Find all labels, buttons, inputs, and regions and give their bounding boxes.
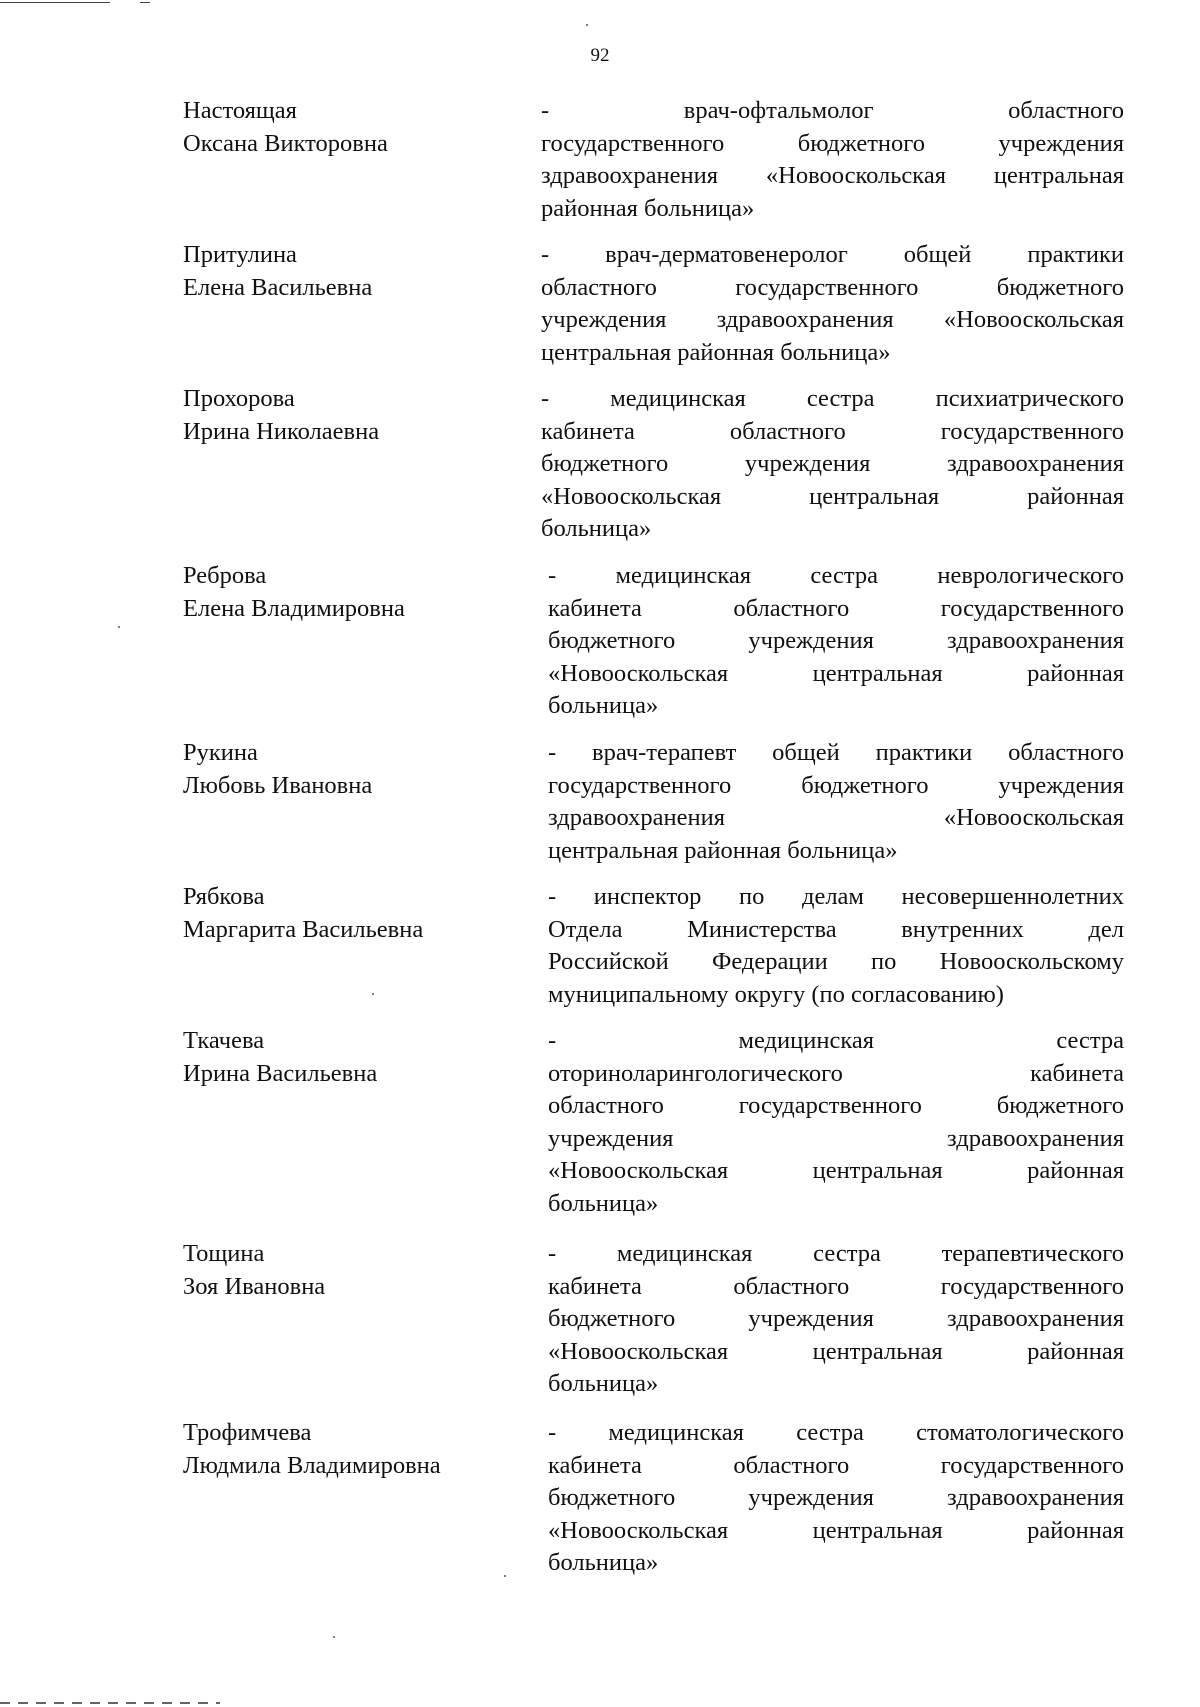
role-line: Российской Федерации по Новооскольскому: [548, 948, 1124, 975]
role-line: - врач-терапевт общей практики областного: [548, 739, 1124, 766]
role-line: - врач-офтальмолог областного: [541, 97, 1124, 124]
role-line: здравоохранения «Новооскольская центральная: [541, 162, 1124, 189]
member-surname: Трофимчева: [183, 1419, 312, 1446]
member-role: [548, 560, 1124, 723]
member-role: [548, 737, 1124, 867]
role-line: муниципальному округу (по согласованию): [548, 980, 1004, 1008]
member-given-names: Любовь Ивановна: [183, 771, 373, 799]
role-line: учреждения здравоохранения «Новооскольская: [541, 306, 1124, 333]
role-line: Отдела Министерства внутренних дел: [548, 915, 1124, 943]
member-name: [183, 1417, 513, 1482]
scan-edge-mark: [0, 2, 110, 3]
role-line: больница»: [548, 1549, 659, 1576]
role-line: - врач-дерматовенеролог общей практики: [541, 241, 1124, 268]
role-line: государственного бюджетного учреждения: [541, 129, 1124, 157]
role-line: областного государственного бюджетного: [548, 1092, 1124, 1119]
member-name: [183, 383, 513, 448]
role-line: оториноларингологического кабинета: [548, 1059, 1124, 1087]
member-surname: Прохорова: [183, 385, 295, 412]
member-surname: Настоящая: [183, 97, 297, 124]
role-line: здравоохранения «Новооскольская: [548, 804, 1124, 831]
member-role: [541, 95, 1124, 225]
role-line: бюджетного учреждения здравоохранения: [548, 1484, 1124, 1511]
role-line: - инспектор по делам несовершеннолетних: [548, 883, 1124, 910]
member-surname: Ткачева: [183, 1027, 265, 1054]
role-line: центральная районная больница»: [548, 836, 898, 864]
role-line: - медицинская сестра терапевтического: [548, 1240, 1124, 1267]
member-role: [541, 239, 1124, 369]
member-given-names: Ирина Васильевна: [183, 1059, 378, 1087]
member-given-names: Елена Владимировна: [183, 594, 405, 622]
member-surname: Рукина: [183, 739, 258, 766]
scan-speck: [586, 24, 588, 26]
role-line: бюджетного учреждения здравоохранения: [541, 450, 1124, 477]
member-given-names: Маргарита Васильевна: [183, 915, 424, 943]
role-line: «Новооскольская центральная районная: [541, 482, 1124, 510]
role-line: кабинета областного государственного: [548, 1272, 1124, 1300]
role-line: больница»: [548, 1370, 659, 1397]
member-given-names: Оксана Викторовна: [183, 129, 388, 157]
page-number: 92: [590, 45, 610, 66]
member-name: [183, 95, 513, 160]
member-name: [183, 1238, 513, 1303]
member-name: [183, 239, 513, 304]
member-given-names: Зоя Ивановна: [183, 1272, 326, 1300]
role-line: больница»: [548, 1189, 659, 1217]
member-name: [183, 737, 513, 802]
role-line: бюджетного учреждения здравоохранения: [548, 627, 1124, 654]
member-given-names: Елена Васильевна: [183, 273, 373, 301]
member-given-names: Людмила Владимировна: [183, 1451, 441, 1479]
scan-speck: [372, 993, 374, 995]
role-line: кабинета областного государственного: [548, 1451, 1124, 1479]
member-name: [183, 881, 513, 946]
role-line: районная больница»: [541, 194, 755, 222]
role-line: «Новооскольская центральная районная: [548, 1157, 1124, 1184]
member-role: [548, 881, 1124, 1011]
role-line: центральная районная больница»: [541, 338, 891, 366]
scan-edge-mark: [0, 1702, 220, 1704]
scan-speck: [118, 626, 120, 628]
role-line: учреждения здравоохранения: [548, 1124, 1124, 1152]
role-line: - медицинская сестра психиатрического: [541, 385, 1124, 412]
role-line: - медицинская сестра неврологического: [548, 562, 1124, 589]
scan-speck: [504, 1575, 506, 1577]
member-role: [548, 1238, 1124, 1401]
scan-edge-mark: [140, 2, 150, 3]
role-line: бюджетного учреждения здравоохранения: [548, 1305, 1124, 1332]
role-line: кабинета областного государственного: [548, 594, 1124, 622]
member-surname: Тощина: [183, 1240, 265, 1267]
role-line: «Новооскольская центральная районная: [548, 659, 1124, 687]
member-surname: Рябкова: [183, 883, 265, 910]
role-line: - медицинская сестра стоматологического: [548, 1419, 1124, 1446]
member-role: [548, 1025, 1124, 1220]
member-surname: Притулина: [183, 241, 297, 268]
member-role: [541, 383, 1124, 546]
role-line: больница»: [548, 692, 659, 719]
role-line: кабинета областного государственного: [541, 417, 1124, 445]
scan-speck: [333, 1636, 335, 1638]
role-line: «Новооскольская центральная районная: [548, 1337, 1124, 1365]
role-line: больница»: [541, 515, 652, 542]
role-line: государственного бюджетного учреждения: [548, 771, 1124, 799]
role-line: «Новооскольская центральная районная: [548, 1516, 1124, 1544]
member-name: [183, 560, 513, 625]
member-name: [183, 1025, 513, 1090]
member-given-names: Ирина Николаевна: [183, 417, 380, 445]
role-line: областного государственного бюджетного: [541, 273, 1124, 301]
role-line: - медицинская сестра: [548, 1027, 1124, 1054]
member-surname: Реброва: [183, 562, 267, 589]
member-role: [548, 1417, 1124, 1580]
